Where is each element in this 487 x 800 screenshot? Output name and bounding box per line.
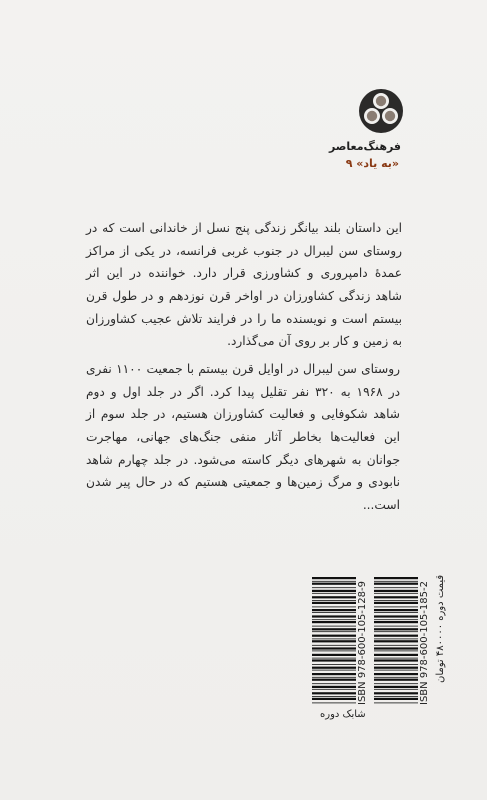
tri-circle-logo-icon <box>358 88 404 134</box>
series-label: «به یاد» ۹ <box>345 157 399 170</box>
blurb-paragraph-2: روستای سن لیبرال در اوایل قرن بیستم با جمعیت ۱۱۰۰ نفری در ۱۹۶۸ به ۳۲۰ نفر تقلیل پیدا کرد. اگر در جلد اول و دوم شاهد شکوفایی و فعالیت کشاورزان هستیم، در جلد سوم از این فعالیت‌ها بخاطر آثار منفی جنگ‌های جهانی، مهاجرت جوانان به شهرهای دیگر کاسته می‌شود. در جلد چهارم شاهد نابودی و مرگ زمین‌ها و جمعیتی هستیم که در حال پیر شدن است... <box>86 362 401 512</box>
barcode-volume <box>374 575 418 705</box>
isbn-volume: ISBN 978-600-105-185-2 <box>419 581 430 705</box>
barcode-block <box>312 575 462 740</box>
price-label: قیمت دوره ۴۸۰۰۰۰ تومان <box>435 575 446 684</box>
blurb-paragraph-1: این داستان بلند بیانگر زندگی پنج نسل از خاندانی است که در روستای سن لیبرال در جنوب غربی فرانسه، در یکی از مراکز عمدهٔ دامپروری و کشاورزی قرار دارد. خواننده در این اثر شاهد زندگی کشاورزان در اواخر قرن نوزدهم و در طول قرن بیستم است و نویسنده ما را در فرایند تلاش عجیب کشاورزان به زمین و کار بر روی آن می‌گذارد. <box>86 221 402 349</box>
barcode-set <box>312 575 356 705</box>
isbn-set-label: شابک دوره <box>320 709 366 720</box>
isbn-set: ISBN 978-600-105-128-9 <box>357 581 368 705</box>
publisher-name: فرهنگ‌معاصر <box>328 140 401 153</box>
